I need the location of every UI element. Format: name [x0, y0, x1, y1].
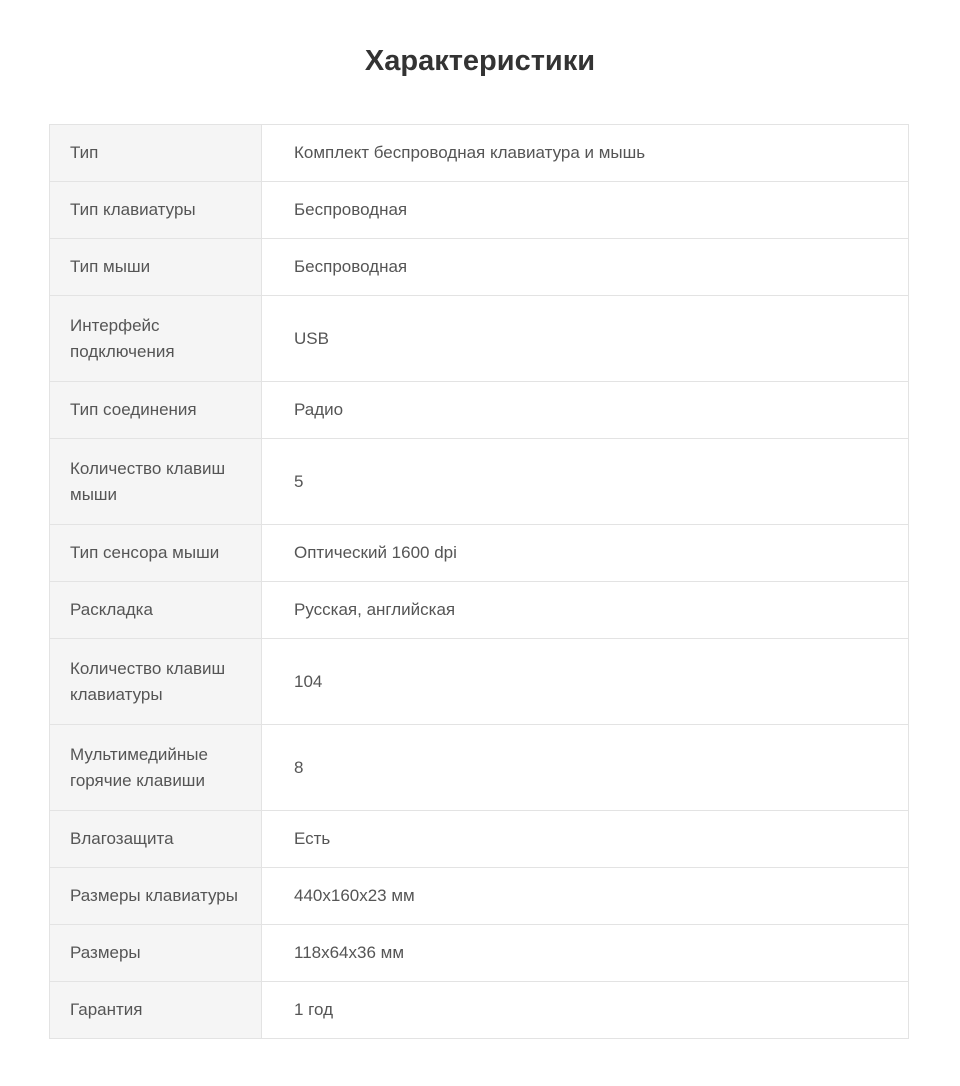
- spec-value: 8: [262, 725, 909, 811]
- spec-value: Есть: [262, 811, 909, 868]
- spec-value: Комплект беспроводная клавиатура и мышь: [262, 125, 909, 182]
- spec-label: Тип: [50, 125, 262, 182]
- spec-label: Тип соединения: [50, 382, 262, 439]
- table-row: [50, 868, 909, 925]
- spec-value: 118x64x36 мм: [262, 925, 909, 982]
- spec-label: Мультимедийные горячие клавиши: [50, 725, 262, 811]
- spec-label: Раскладка: [50, 582, 262, 639]
- spec-value: 104: [262, 639, 909, 725]
- table-row: [50, 182, 909, 239]
- table-row: [50, 439, 909, 525]
- spec-value: 5: [262, 439, 909, 525]
- table-row: [50, 296, 909, 382]
- spec-label: Тип сенсора мыши: [50, 525, 262, 582]
- spec-value: Беспроводная: [262, 182, 909, 239]
- table-row: [50, 811, 909, 868]
- spec-label: Размеры: [50, 925, 262, 982]
- spec-label: Тип клавиатуры: [50, 182, 262, 239]
- spec-label: Размеры клавиатуры: [50, 868, 262, 925]
- spec-value: 440x160x23 мм: [262, 868, 909, 925]
- table-row: [50, 639, 909, 725]
- spec-label: Количество клавиш клавиатуры: [50, 639, 262, 725]
- spec-label: Интерфейс подключения: [50, 296, 262, 382]
- spec-value: Беспроводная: [262, 239, 909, 296]
- spec-label: Влагозащита: [50, 811, 262, 868]
- table-row: [50, 925, 909, 982]
- page-title: Характеристики: [364, 45, 596, 77]
- spec-value: 1 год: [262, 982, 909, 1039]
- table-row: [50, 725, 909, 811]
- spec-value: Русская, английская: [262, 582, 909, 639]
- spec-value: USB: [262, 296, 909, 382]
- spec-label: Гарантия: [50, 982, 262, 1039]
- table-row: [50, 525, 909, 582]
- table-row: [50, 239, 909, 296]
- specifications-table: [49, 124, 909, 1039]
- specifications-table-body: [50, 125, 909, 1039]
- table-row: [50, 382, 909, 439]
- spec-label: Количество клавиш мыши: [50, 439, 262, 525]
- spec-label: Тип мыши: [50, 239, 262, 296]
- spec-value: Оптический 1600 dpi: [262, 525, 909, 582]
- spec-value: Радио: [262, 382, 909, 439]
- table-row: [50, 582, 909, 639]
- table-row: [50, 125, 909, 182]
- table-row: [50, 982, 909, 1039]
